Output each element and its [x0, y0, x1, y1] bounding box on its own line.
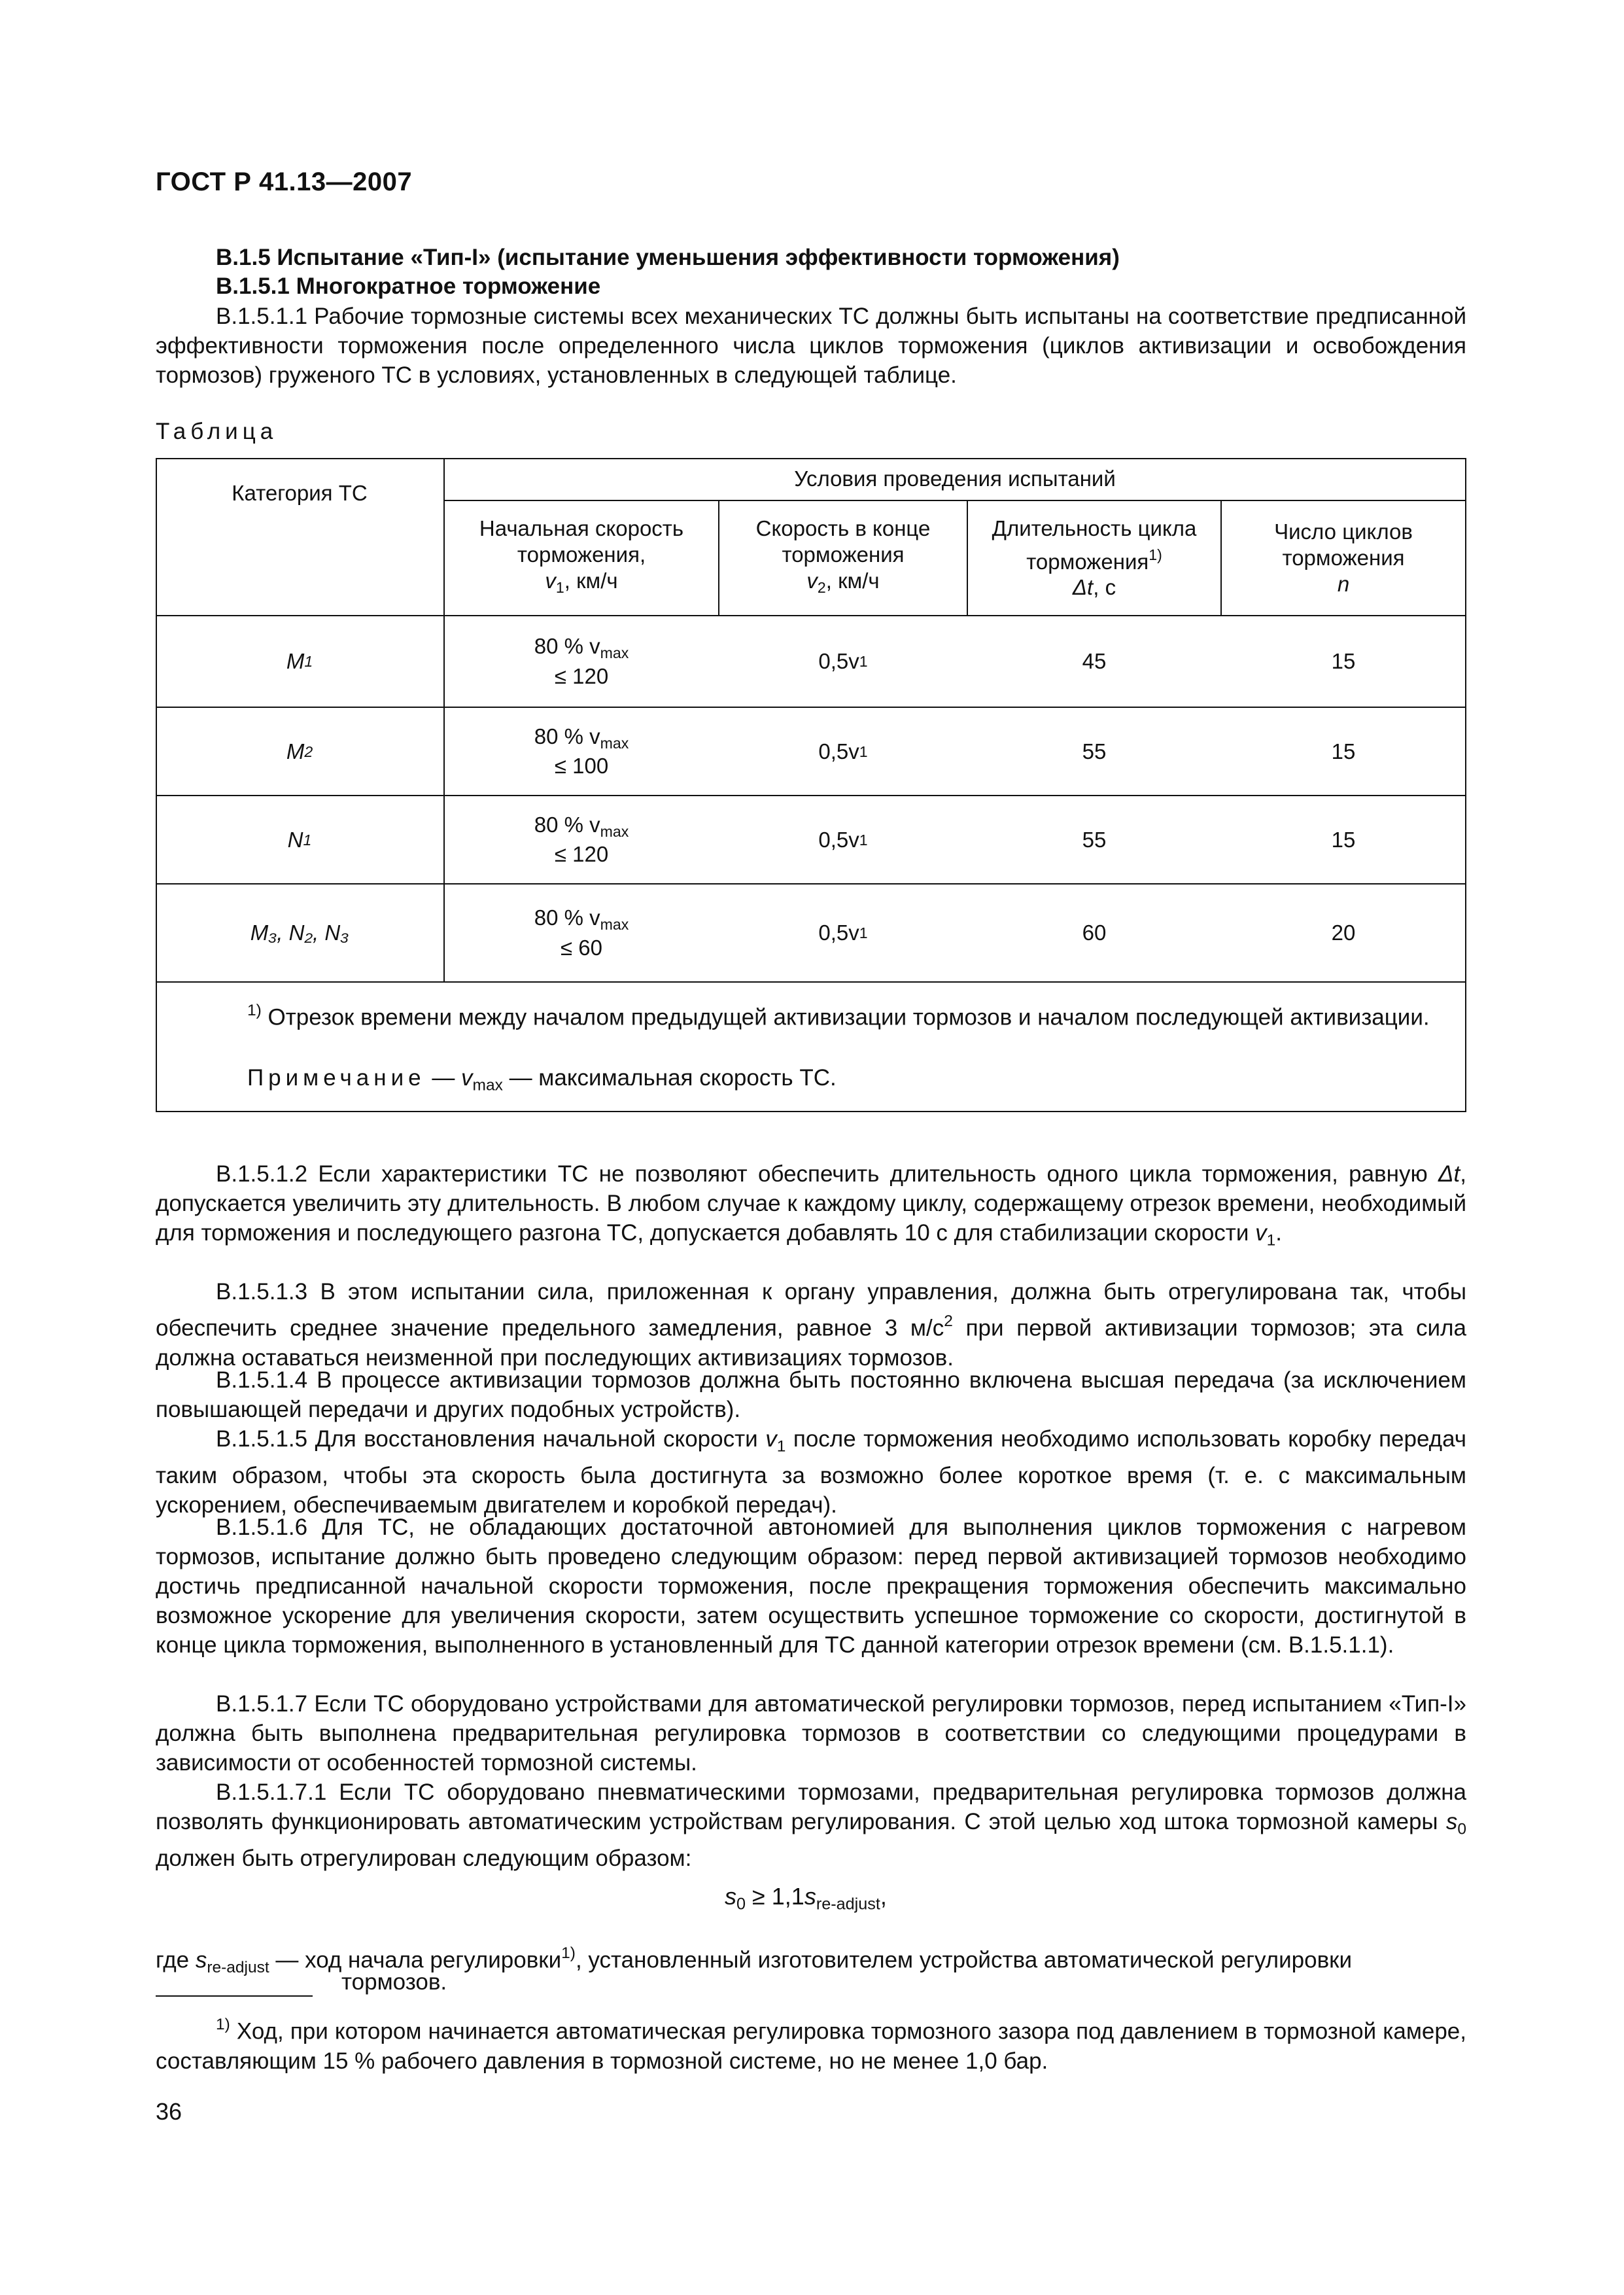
- table-note: Примечание — $v_{max}$ — максимальная скорость ТС.: [247, 1065, 837, 1095]
- table-caption: Таблица: [156, 419, 278, 444]
- footnote-rule: [156, 1995, 313, 1997]
- table-footnote: $^{1)}$ Отрезок времени между началом предыдущей активизации тормозов и началом последующей активизации.: [247, 1002, 1430, 1030]
- row-cycle-count: 20: [1331, 920, 1356, 945]
- row-category: M₃, N₂, N₃: [250, 920, 349, 945]
- row-final-speed: 0,5v 1: [818, 739, 868, 763]
- paragraph-b15112: В.1.5.1.2 Если характеристики ТС не позволяют обеспечить длительность одного цикла торможения, равную Δt, допускается увеличить эту длительность. В любом случае к каждому циклу, содержащему отрезок времени, необходимый для торможения и последующего разгона ТС, допускается добавлять 10 с для стабилизации скорости $v_1$.: [156, 1161, 1466, 1250]
- formula-legend: где $s_{re-adjust}$ — ход начала регулировки$^{1)}$, установленный изготовителем устройства автоматической регулировки: [156, 1944, 1353, 1977]
- row-cycle-duration: 60: [1082, 920, 1107, 945]
- page-footnote: $^{1)}$ Ход, при котором начинается автоматическая регулировка тормозного зазора под давлением в тормозной камере, составляющим 15 % рабочего давления в тормозной системе, но не менее 1,0 бар.: [156, 2016, 1466, 2074]
- paragraph-b15117: В.1.5.1.7 Если ТС оборудовано устройствами для автоматической регулировки тормозов, перед испытанием «Тип-I» должна быть выполнена предварительная регулировка тормозов в соответствии со следующими процедурами в зависимости от особенностей тормозной системы.: [156, 1691, 1466, 1776]
- row-cycle-count: 15: [1331, 827, 1356, 852]
- paragraph-b15116: В.1.5.1.6 Для ТС, не обладающих достаточной автономией для выполнения циклов торможения с нагревом тормозов, испытание должно быть проведено следующим образом: перед первой активизацией тормозов необходимо достичь предписанной начальной скорости торможения, после прекращения торможения обеспечить максимально возможное ускорение для увеличения скорости, затем осуществить успешное торможение со скорости, достигнутой в конце цикла торможения, выполненного в установленный для ТС данной категории отрезок времени (см. В.1.5.1.1).: [156, 1515, 1466, 1658]
- paragraph-b15111: В.1.5.1.1 Рабочие тормозные системы всех механических ТС должны быть испытаны на соответствие предписанной эффективности торможения после определенного числа циклов торможения (циклов активизации и освобождения тормозов) груженого ТС в условиях, установленных в следующей таблице.: [156, 304, 1466, 388]
- row-final-speed: 0,5v 1: [818, 649, 868, 673]
- document-header: ГОСТ Р 41.13—2007: [156, 167, 413, 196]
- header-initial-speed: Начальная скорость торможения, $v_1$, км/ч: [479, 516, 684, 596]
- row-category: M 2: [286, 739, 313, 763]
- row-initial-speed: 80 % $v_{max}$ ≤ 120: [534, 634, 629, 688]
- section-title-b151: В.1.5.1 Многократное торможение: [216, 273, 601, 299]
- paragraph-b151171: В.1.5.1.7.1 Если ТС оборудовано пневматическими тормозами, предварительная регулировка тормозов должна позволять функционировать автоматическим устройствам регулирования. С этой целью ход штока тормозной камеры $s_0$ должен быть отрегулирован следующим образом:: [156, 1779, 1466, 1872]
- header-final-speed: Скорость в конце торможения $v_2$, км/ч: [755, 516, 931, 596]
- row-cycle-count: 15: [1331, 649, 1356, 673]
- row-final-speed: 0,5v 1: [818, 827, 868, 852]
- paragraph-b15114: В.1.5.1.4 В процессе активизации тормозов должна быть постоянно включена высшая передача (за исключением повышающей передачи и других подобных устройств).: [156, 1367, 1466, 1422]
- row-final-speed: 0,5v 1: [818, 920, 868, 945]
- page-number: 36: [156, 2098, 182, 2125]
- row-category: M 1: [286, 649, 313, 673]
- row-cycle-duration: 55: [1082, 739, 1107, 763]
- row-initial-speed: 80 % $v_{max}$ ≤ 120: [534, 812, 629, 867]
- row-cycle-duration: 55: [1082, 827, 1107, 852]
- test-conditions-table: [156, 458, 1466, 1112]
- formula-stroke: $s_0 \ge 1,1s_{re-adjust}$,: [725, 1883, 887, 1914]
- header-cycle-count: Число циклов торможения n: [1274, 519, 1413, 596]
- row-cycle-duration: 45: [1082, 649, 1107, 673]
- row-cycle-count: 15: [1331, 739, 1356, 763]
- row-category: N 1: [287, 827, 312, 852]
- paragraph-b15113: В.1.5.1.3 В этом испытании сила, приложенная к органу управления, должна быть отрегулирована так, чтобы обеспечить среднее значение предельного замедления, равное 3 $м/с^2$ при первой активизации тормозов; эта сила должна оставаться неизменной при последующих активизациях тормозов.: [156, 1279, 1466, 1371]
- header-cycle-duration: Длительность цикла торможения$^{1)}$ Δt, с: [992, 516, 1197, 600]
- row-initial-speed: 80 % $v_{max}$ ≤ 100: [534, 724, 629, 779]
- header-group: Условия проведения испытаний: [794, 466, 1116, 491]
- formula-legend-continuation: тормозов.: [341, 1969, 447, 1995]
- section-title-b15: В.1.5 Испытание «Тип-I» (испытание уменьшения эффективности торможения): [216, 245, 1120, 270]
- row-initial-speed: 80 % $v_{max}$ ≤ 60: [534, 905, 629, 960]
- paragraph-b15115: В.1.5.1.5 Для восстановления начальной скорости $v_1$ после торможения необходимо использовать коробку передач таким образом, чтобы эта скорость была достигнута за возможно более короткое время (т. е. с максимальным ускорением, обеспечиваемым двигателем и коробкой передач).: [156, 1426, 1467, 1518]
- header-category: Категория ТС: [232, 481, 368, 505]
